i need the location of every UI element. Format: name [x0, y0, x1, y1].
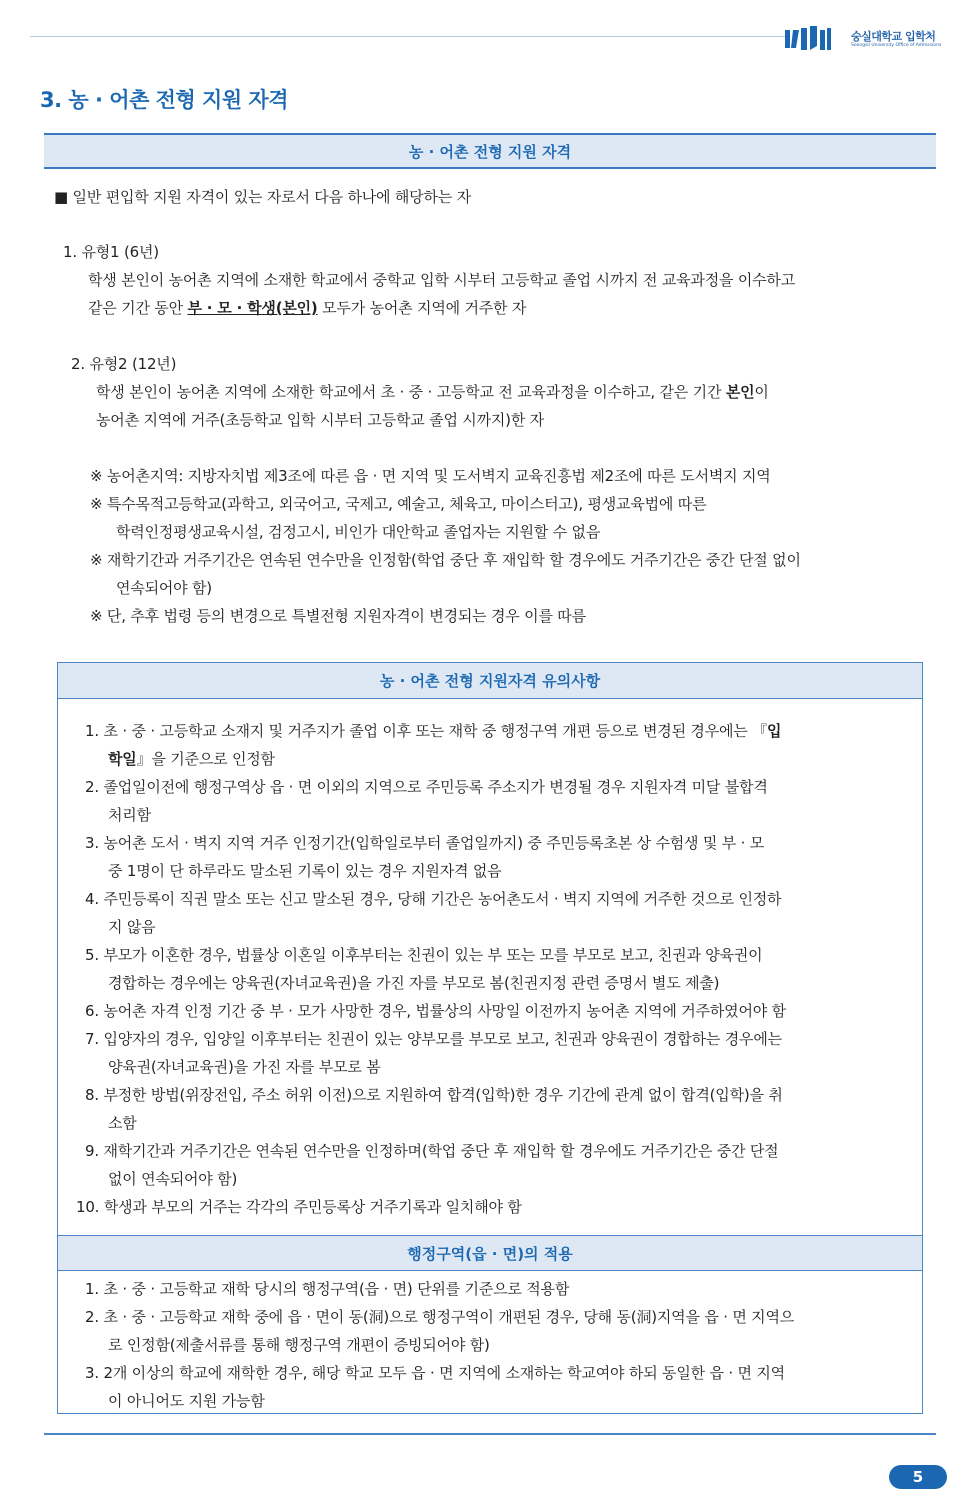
caution-line: 없이 연속되어야 함) — [108, 1170, 238, 1188]
caution-line: 9. 재학기간과 거주기간은 연속된 연수만을 인정하며(학업 중단 후 재입학 할 경우에도 거주기간은 중간 단절 — [85, 1142, 779, 1160]
logo-mark-icon — [785, 26, 831, 52]
cautions-header-label: 농 · 어촌 전형 지원자격 유의사항 — [379, 672, 601, 690]
type1-line2-emphasis: 부 · 모 · 학생(본인) — [187, 299, 318, 317]
caution-line: 7. 입양자의 경우, 입양일 이후부터는 친권이 있는 양부모를 부모로 보고, 친권과 양육권이 경합하는 경우에는 — [85, 1030, 782, 1048]
caution-line: 6. 농어촌 자격 인정 기간 중 부 · 모가 사망한 경우, 법률상의 사망일 이전까지 농어촌 지역에 거주하였어야 함 — [85, 1002, 786, 1020]
type1-line2 — [88, 298, 526, 318]
intro-text: ■ 일반 편입학 지원 자격이 있는 자로서 다음 하나에 해당하는 자 — [54, 188, 471, 206]
type2-line1-post: 이 — [754, 383, 769, 401]
qualification-header — [44, 133, 936, 169]
note-line: ※ 농어촌지역: 지방자치법 제3조에 따른 읍 · 면 지역 및 도서벽지 교육진흥법 제2조에 따른 도서벽지 지역 — [90, 467, 771, 485]
note-line: ※ 단, 추후 법령 등의 변경으로 특별전형 지원자격이 변경되는 경우 이를 따름 — [90, 607, 586, 625]
district-line: 이 아니어도 지원 가능함 — [108, 1392, 265, 1410]
district-line: 3. 2개 이상의 학교에 재학한 경우, 해당 학교 모두 읍 · 면 지역에 소재하는 학교여야 하되 동일한 읍 · 면 지역 — [85, 1364, 785, 1382]
district-line: 로 인정함(제출서류를 통해 행정구역 개편이 증빙되어야 함) — [108, 1336, 490, 1354]
logo-text: 숭실대학교 입학처 — [851, 30, 936, 43]
type1-line1: 학생 본인이 농어촌 지역에 소재한 학교에서 중학교 입학 시부터 고등학교 졸업 시까지 전 교육과정을 이수하고 — [88, 271, 796, 289]
university-logo — [785, 24, 955, 56]
note-line: 연속되어야 함) — [116, 579, 212, 597]
footer-rule — [44, 1433, 936, 1435]
district-header-label: 행정구역(읍 · 면)의 적용 — [407, 1245, 573, 1263]
caution-line — [108, 749, 275, 769]
section-title: 3. 농 · 어촌 전형 지원 자격 — [40, 88, 289, 112]
district-line: 2. 초 · 중 · 고등학교 재학 중에 읍 · 면이 동(洞)으로 행정구역이 개편된 경우, 당해 동(洞)지역을 읍 · 면 지역으 — [85, 1308, 795, 1326]
caution-line — [85, 721, 781, 741]
page-number: 5 — [889, 1465, 947, 1489]
type2-line1-emphasis: 본인 — [725, 383, 755, 401]
note-line: 학력인정평생교육시설, 검정고시, 비인가 대안학교 졸업자는 지원할 수 없음 — [116, 523, 601, 541]
caution-line: 4. 주민등록이 직권 말소 또는 신고 말소된 경우, 당해 기간은 농어촌도서 · 벽지 지역에 거주한 것으로 인정하 — [85, 890, 782, 908]
note-line: ※ 특수목적고등학교(과학고, 외국어고, 국제고, 예술고, 체육고, 마이스터고), 평생교육법에 따른 — [90, 495, 707, 513]
caution-line: 경합하는 경우에는 양육권(자녀교육권)을 가진 자를 부모로 봄(친권지정 관련 증명서 별도 제출) — [108, 974, 720, 992]
caution-item1-pre: 1. 초 · 중 · 고등학교 소재지 및 거주지가 졸업 이후 또는 재학 중 행정구역 개편 등으로 변경된 경우에는 『 — [85, 722, 767, 740]
caution-item1-emphasis-cont: 학일 — [108, 750, 137, 768]
caution-line: 8. 부정한 방법(위장전입, 주소 허위 이전)으로 지원하여 합격(입학)한 경우 기간에 관계 없이 합격(입학)을 취 — [85, 1086, 783, 1104]
type2-line2: 농어촌 지역에 거주(초등학교 입학 시부터 고등학교 졸업 시까지)한 자 — [96, 411, 544, 429]
type2-line1 — [96, 382, 769, 402]
caution-line: 3. 농어촌 도서 · 벽지 지역 거주 인정기간(입학일로부터 졸업일까지) 중 주민등록초본 상 수험생 및 부 · 모 — [85, 834, 765, 852]
caution-item1-emphasis: 입 — [766, 722, 782, 740]
caution-line: 지 않음 — [108, 918, 156, 936]
type2-title: 2. 유형2 (12년) — [71, 355, 177, 373]
note-line: ※ 재학기간과 거주기간은 연속된 연수만을 인정함(학업 중단 후 재입학 할 경우에도 거주기간은 중간 단절 없이 — [90, 551, 801, 569]
type2-line1-pre: 학생 본인이 농어촌 지역에 소재한 학교에서 초 · 중 · 고등학교 전 교육과정을 이수하고, 같은 기간 — [96, 383, 726, 401]
caution-line: 처리함 — [108, 806, 151, 824]
caution-line: 양육권(자녀교육권)을 가진 자를 부모로 봄 — [108, 1058, 381, 1076]
qualification-header-label: 농 · 어촌 전형 지원 자격 — [408, 143, 572, 161]
header-rule — [30, 36, 785, 37]
type1-title: 1. 유형1 (6년) — [63, 243, 159, 261]
caution-line: 중 1명이 단 하루라도 말소된 기록이 있는 경우 지원자격 없음 — [108, 862, 502, 880]
type1-line2-pre: 같은 기간 동안 — [88, 299, 188, 317]
caution-line: 소함 — [108, 1114, 137, 1132]
caution-line: 5. 부모가 이혼한 경우, 법률상 이혼일 이후부터는 친권이 있는 부 또는 모를 부모로 보고, 친권과 양육권이 — [85, 946, 763, 964]
type1-line2-post: 모두가 농어촌 지역에 거주한 자 — [317, 299, 527, 317]
caution-line: 2. 졸업일이전에 행정구역상 읍 · 면 이외의 지역으로 주민등록 주소지가 변경될 경우 지원자격 미달 불합격 — [85, 778, 768, 796]
district-header — [58, 1235, 922, 1271]
cautions-box — [57, 662, 923, 1414]
logo-subtext: Soongsil University Office of Admissions — [851, 43, 942, 48]
district-line: 1. 초 · 중 · 고등학교 재학 당시의 행정구역(읍 · 면) 단위를 기준으로 적용함 — [85, 1280, 570, 1298]
caution-item1-post: 』을 기준으로 인정함 — [136, 750, 275, 768]
caution-line: 10. 학생과 부모의 거주는 각각의 주민등록상 거주기록과 일치해야 함 — [76, 1198, 522, 1216]
cautions-header — [58, 663, 922, 699]
